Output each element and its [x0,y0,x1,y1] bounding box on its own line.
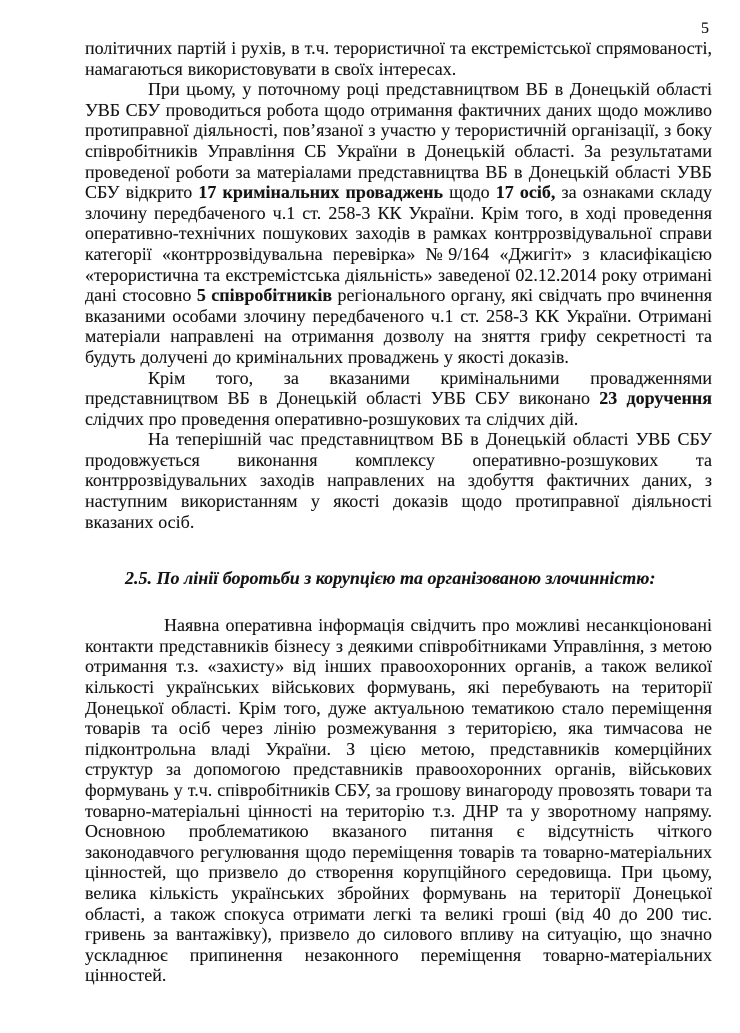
text-run: Наявна оперативна інформація свідчить про можливі несанкціоновані контакти представників бізнесу з деякими співробітниками Управління, з метою отримання т.з. «захисту» від інших правоохоронних органів, а також великої кількості українських військових формувань, які перебувають на території Донецької області. Крім того, дуже актуальною тематикою стало переміщення товарів та осіб через лінію розмежування з територією, яка тимчасова не підконтрольна владі України. З цією метою, представників комерційних структур за допомогою представників правоохоронних органів, військових формувань у т.ч. співробітників СБУ, за грошову винагороду провозять товари та товарно-матеріальні цінності на територію т.з. ДНР та у зворотному напряму. Основною проблематикою вказаного питання є відсутність чіткого законодавчого регулювання щодо переміщення товарів та товарно-матеріальних цінностей, що призвело до створення корупційного середовища. При цьому, велика кількість українських збройних формувань на території Донецької області, а також спокуса отримати легкі та великі гроші (від 40 до 200 тис. гривень за вантажівку), призвело до силового впливу на ситуацію, що значно ускладнює припинення незаконного переміщення товарно-матеріальних цінностей. [85,615,712,986]
text-run: щодо [443,182,496,203]
text-run: При цьому, у поточному році представництвом ВБ в Донецькій області УВБ СБУ проводиться робота щодо отримання фактичних даних щодо можливо протиправної діяльності, пов’язаної з участю у терористичній організації, з боку співробітників Управління СБ України в Донецькій області. За результатами проведеної роботи за матеріалами представництва ВБ в Донецькій області УВБ СБУ відкрито [85,79,712,203]
heading-text: 2.5. По лінії боротьби з корупцією та організованою злочинністю: [125,568,656,589]
paragraph-corruption [85,615,712,986]
page-body [85,38,712,986]
section-heading-2-5 [85,568,712,589]
bold-emphasis-orders: 23 доручення [599,388,712,409]
text-run: за ознаками складу злочину передбаченого ч.1 ст. 258-3 КК України. Крім того, в ході проведення оперативно-технічних пошукових заходів в рамках контррозвідувальної справи категорії «контррозвідувальна перевірка» №9/164 «Джигіт» з класифікацією «терористична та екстремістська діяльність» заведеної 02.12.2014 року отримані дані стосовно [85,182,712,306]
paragraph-assignments [85,368,712,430]
text-run: регіонального органу, які свідчать про вчинення вказаними особами злочину передбаченого ч.1 ст. 258-3 КК України. Отримані матеріали направлені на отримання дозволу на зняття грифу секретності та будуть долучені до кримінальних проваджень у якості доказів. [85,285,712,367]
paragraph-investigation [85,79,712,367]
paragraph-ongoing-measures [85,429,712,532]
text-run: слідчих про проведення оперативно-розшукових та слідчих дій. [85,408,579,429]
text-run: На теперішній час представництвом ВБ в Донецькій області УВБ СБУ продовжується виконання комплексу оперативно-розшукових та контррозвідувальних заходів направлених на здобуття фактичних даних, з наступним використанням у якості доказів щодо протиправної діяльності вказаних осіб. [85,429,712,532]
bold-emphasis-criminal-cases: 17 кримінальних проваджень [198,182,444,203]
bold-emphasis-employees: 5 співробітників [196,285,333,306]
paragraph-continuation [85,38,712,79]
bold-emphasis-persons: 17 осіб, [495,182,556,203]
text-run: Крім того, за вказаними кримінальними провадженнями представництвом ВБ в Донецькій області УВБ СБУ виконано [85,367,712,409]
page-number: 5 [701,20,709,37]
text-run: політичних партій і рухів, в т.ч. терористичної та екстремістської спрямованості, намагаються використовувати в своїх інтересах. [85,38,712,79]
